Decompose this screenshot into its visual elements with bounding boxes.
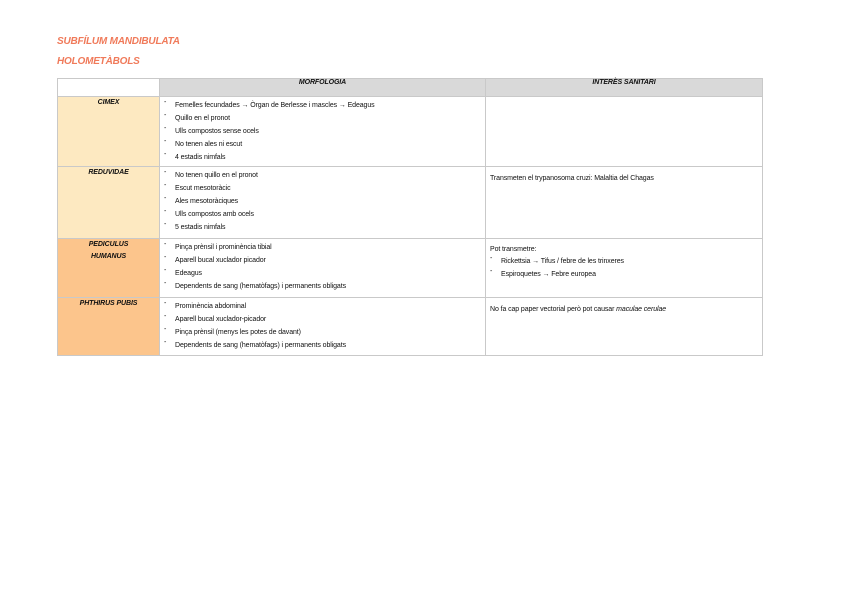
list-item: - Edeagus (164, 267, 485, 280)
list-item: - Ales mesotoràciques (164, 195, 485, 208)
table-row-reduvidae (58, 167, 763, 239)
morfologia-cell (160, 97, 486, 167)
bullet-dash: - (164, 339, 167, 346)
comparison-table (57, 78, 763, 356)
group-heading: HOLOMETÀBOLS (57, 56, 140, 67)
list-item: - Aparell bucal xuclador-picador (164, 313, 485, 326)
table-row-cimex (58, 97, 763, 167)
bullet-dash: - (490, 255, 493, 262)
bullet-dash: - (164, 169, 167, 176)
interes-text: Transmeten el trypanosoma cruzi: Malaltia del Chagas (490, 175, 654, 182)
bullet-dash: - (164, 300, 167, 307)
list-item: - Ulls compostos sense ocels (164, 125, 485, 138)
species-name-cell (58, 298, 160, 356)
morfologia-cell (160, 298, 486, 356)
species-name-line1: PEDICULUS (88, 241, 129, 248)
interes-text (486, 298, 762, 316)
morfologia-cell (160, 239, 486, 298)
list-item: - Escut mesotoràcic (164, 182, 485, 195)
list-item: - Dependents de sang (hematòfags) i permanents obligats (164, 339, 485, 352)
header-corner-cell (58, 79, 160, 97)
list-item: - Rickettsia → Tifus / febre de les trinxeres (490, 255, 762, 268)
list-item: - Espiroquetes → Febre europea (490, 268, 762, 281)
interes-heading: Pot transmetre: (490, 246, 537, 253)
interes-cell (486, 167, 763, 239)
species-name-cell (58, 97, 160, 167)
bullet-dash: - (164, 208, 167, 215)
table-row-pediculus-humanus (58, 239, 763, 298)
header-row (58, 79, 763, 97)
species-name: CIMEX (97, 99, 120, 106)
list-item: - No tenen ales ni escut (164, 138, 485, 151)
list-item: - No tenen quillo en el pronot (164, 169, 485, 182)
species-name: PHTHIRUS PUBIS (79, 300, 138, 307)
header-morfologia: MORFOLOGIA (160, 79, 486, 97)
species-name-line2: HUMANUS (90, 253, 127, 260)
bullet-dash: - (164, 241, 167, 248)
bullet-dash: - (164, 280, 167, 287)
bullet-dash: - (490, 268, 493, 275)
list-item: - Aparell bucal xuclador picador (164, 254, 485, 267)
bullet-dash: - (164, 221, 167, 228)
list-item: - 4 estadis nimfals (164, 151, 485, 164)
list-item: - 5 estadis nimfals (164, 221, 485, 234)
species-name-cell (58, 167, 160, 239)
list-item: - Prominència abdominal (164, 300, 485, 313)
list-item: - Quillo en el pronot (164, 112, 485, 125)
bullet-dash: - (164, 138, 167, 145)
bullet-dash: - (164, 112, 167, 119)
bullet-dash: - (164, 151, 167, 158)
bullet-dash: - (164, 313, 167, 320)
subphylum-heading: SUBFÍLUM MANDIBULATA (57, 36, 180, 47)
list-item: - Pinça prènsil i prominència tibial (164, 241, 485, 254)
species-name-cell (58, 239, 160, 298)
list-item: - Pinça prènsil (menys les potes de davant) (164, 326, 485, 339)
list-item: - Femelles fecundades → Òrgan de Berlesse i mascles → Edeagus (164, 99, 485, 112)
morfologia-cell (160, 167, 486, 239)
interes-cell (486, 239, 763, 298)
list-item: - Ulls compostos amb ocels (164, 208, 485, 221)
bullet-dash: - (164, 326, 167, 333)
interes-sentence: No fa cap paper vectorial però pot causar (490, 306, 615, 313)
table-row-phthirus-pubis (58, 298, 763, 356)
interes-cell-empty (486, 97, 763, 167)
bullet-dash: - (164, 125, 167, 132)
bullet-dash: - (164, 267, 167, 274)
bullet-dash: - (164, 254, 167, 261)
bullet-dash: - (164, 195, 167, 202)
list-item: - Dependents de sang (hematòfags) i permanents obligats (164, 280, 485, 293)
interes-cell (486, 298, 763, 356)
bullet-dash: - (164, 182, 167, 189)
species-name: REDUVIDAE (88, 169, 129, 176)
header-interes-sanitari: INTERÈS SANITARI (486, 79, 763, 97)
species-italic: maculae cerulae (616, 306, 667, 313)
bullet-dash: - (164, 99, 167, 106)
